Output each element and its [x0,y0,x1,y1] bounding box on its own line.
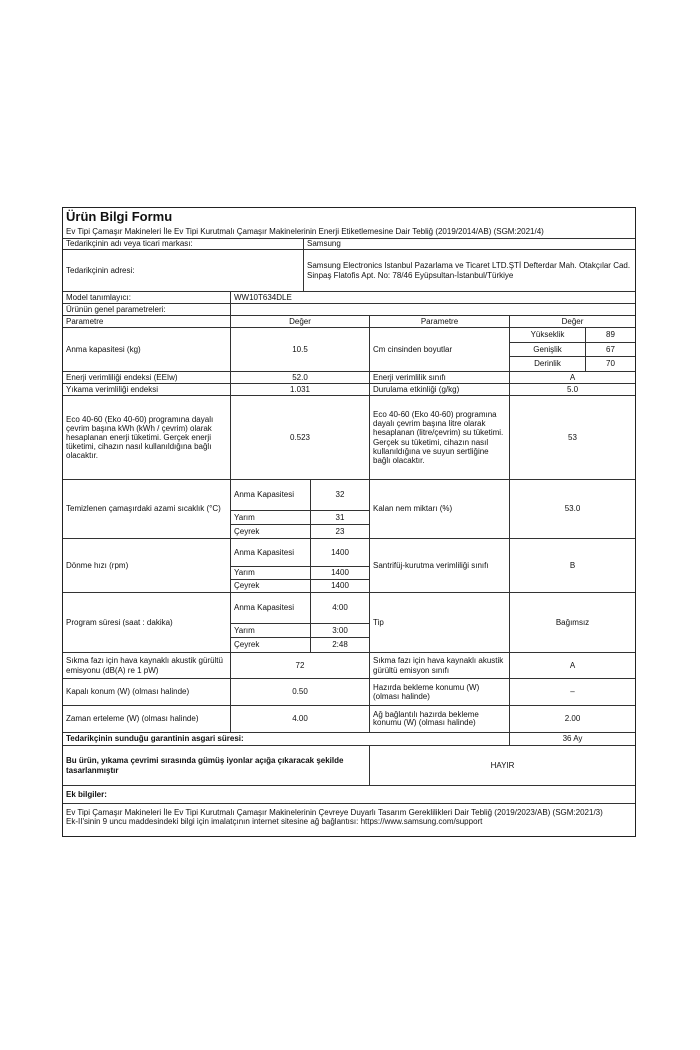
value-header: Değer [230,315,369,327]
water-consumption-value: 53 [509,395,635,479]
network-standby-value: 2.00 [509,705,635,732]
temp-rated-label: Anma Kapasitesi [230,479,310,510]
silver-ions-value: HAYIR [369,745,635,785]
dimensions-label: Cm cinsinden boyutlar [369,327,509,371]
standby-value: – [509,678,635,705]
width-label: Genişlik [509,342,585,356]
param-header-right: Parametre [369,315,509,327]
supplier-name-label: Tedarikçinin adı veya ticari markası: [63,238,303,249]
energy-class-label: Enerji verimlilik sınıfı [369,371,509,383]
spin-quarter-label: Çeyrek [230,579,310,592]
temp-quarter-label: Çeyrek [230,524,310,538]
spin-class-value: B [509,538,635,592]
spin-quarter-value: 1400 [310,579,369,592]
extra-info-text-2: Ek-II'sinin 9 uncu maddesindeki bilgi için imalatçının internet sitesine ağ bağlantısı: https://www.samsung.com/support [66,817,483,826]
program-label: Program süresi (saat : dakika) [63,592,230,652]
program-half-label: Yarım [230,623,310,637]
value-header-right: Değer [509,315,635,327]
param-header: Parametre [63,315,230,327]
guarantee-value: 36 Ay [509,732,635,745]
moisture-value: 53.0 [509,479,635,538]
noise-value: 72 [230,652,369,678]
washing-eff-label: Yıkama verimliliği endeksi [63,383,230,395]
delay-start-value: 4.00 [230,705,369,732]
program-half-value: 3:00 [310,623,369,637]
energy-class-value: A [509,371,635,383]
form-title: Ürün Bilgi Formu [66,209,173,225]
network-standby-label: Ağ bağlantılı hazırda bekleme konumu (W) (olması halinde) [369,705,509,732]
energy-consumption-value: 0.523 [230,395,369,479]
washing-eff-value: 1.031 [230,383,369,395]
program-rated-label: Anma Kapasitesi [230,592,310,623]
guarantee-label: Tedarikçinin sunduğu garantinin asgari süresi: [63,732,509,745]
model-value: WW10T634DLE [230,291,635,303]
delay-start-label: Zaman erteleme (W) (olması halinde) [63,705,230,732]
off-mode-value: 0.50 [230,678,369,705]
water-consumption-label: Eco 40-60 (Eko 40-60) programına dayalı çevrim başına litre olarak hesaplanan (litre/çevrim) su tüketimi. Gerçek su tüketimi, cihazın nasıl kullanıldığına ve suyun sertliğine bağlı olacaktır. [369,395,509,479]
silver-ions-label: Bu ürün, yıkama çevrimi sırasında gümüş iyonlar açığa çıkaracak şekilde tasarlanmıştır [63,745,369,785]
program-quarter-label: Çeyrek [230,637,310,652]
extra-info-label: Ek bilgiler: [63,785,635,803]
eei-label: Enerji verimliliği endeksi (EEIw) [63,371,230,383]
noise-class-label: Sıkma fazı için hava kaynaklı akustik gürültü emisyon sınıfı [369,652,509,678]
spin-rated-label: Anma Kapasitesi [230,538,310,566]
spin-half-label: Yarım [230,566,310,579]
height-label: Yükseklik [509,327,585,342]
rinsing-value: 5.0 [509,383,635,395]
noise-class-value: A [509,652,635,678]
off-mode-label: Kapalı konum (W) (olması halinde) [63,678,230,705]
program-rated-value: 4:00 [310,592,369,623]
general-params-blank [230,303,635,315]
temp-quarter-value: 23 [310,524,369,538]
capacity-label: Anma kapasitesi (kg) [63,327,230,371]
model-label: Model tanımlayıcı: [63,291,230,303]
capacity-value: 10.5 [230,327,369,371]
supplier-address-value: Samsung Electronics Istanbul Pazarlama ve Ticaret LTD.ŞTİ Defterdar Mah. Otakçılar Cad. Sinpaş Flatofis Apt. No: 78/46 Eyüpsultan-İstanbul/Türkiye [303,249,635,291]
standby-label: Hazırda bekleme konumu (W) (olması halinde) [369,678,509,705]
moisture-label: Kalan nem miktarı (%) [369,479,509,538]
energy-consumption-label: Eco 40-60 (Eko 40-60) programına dayalı çevrim başına kWh (kWh / çevrim) olarak hesaplanan enerji tüketimi. Gerçek enerji tüketimi, cihazın nasıl kullanıldığına bağlı olacaktır. [63,395,230,479]
temp-rated-value: 32 [310,479,369,510]
supplier-address-label: Tedarikçinin adresi: [63,249,303,291]
depth-value: 70 [585,356,635,371]
noise-label: Sıkma fazı için hava kaynaklı akustik gürültü emisyonu (dB(A) re 1 pW) [63,652,230,678]
rinsing-label: Durulama etkinliği (g/kg) [369,383,509,395]
spin-half-value: 1400 [310,566,369,579]
temp-half-value: 31 [310,510,369,524]
type-value: Bağımsız [509,592,635,652]
height-value: 89 [585,327,635,342]
program-quarter-value: 2:48 [310,637,369,652]
depth-label: Derinlik [509,356,585,371]
general-params-label: Ürünün genel parametreleri: [63,303,230,315]
spin-rated-value: 1400 [310,538,369,566]
spin-label: Dönme hızı (rpm) [63,538,230,592]
spin-class-label: Santrifüj-kurutma verimliliği sınıfı [369,538,509,592]
supplier-name-value: Samsung [303,238,635,249]
temperature-label: Temizlenen çamaşırdaki azami sıcaklık (°C) [63,479,230,538]
type-label: Tip [369,592,509,652]
product-information-form [62,207,636,837]
extra-info-text-1: Ev Tipi Çamaşır Makineleri İle Ev Tipi Kurutmalı Çamaşır Makinelerinin Çevreye Duyarlı Tasarım Gereklilikleri Dair Tebliğ (2019/2023/AB) (SGM:2021/3) [63,803,635,817]
temp-half-label: Yarım [230,510,310,524]
eei-value: 52.0 [230,371,369,383]
width-value: 67 [585,342,635,356]
regulation-text: Ev Tipi Çamaşır Makineleri İle Ev Tipi Kurutmalı Çamaşır Makinelerinin Enerji Etiketlemesine Dair Tebliğ (2019/2014/AB) (SGM:2021/4) [66,227,544,237]
